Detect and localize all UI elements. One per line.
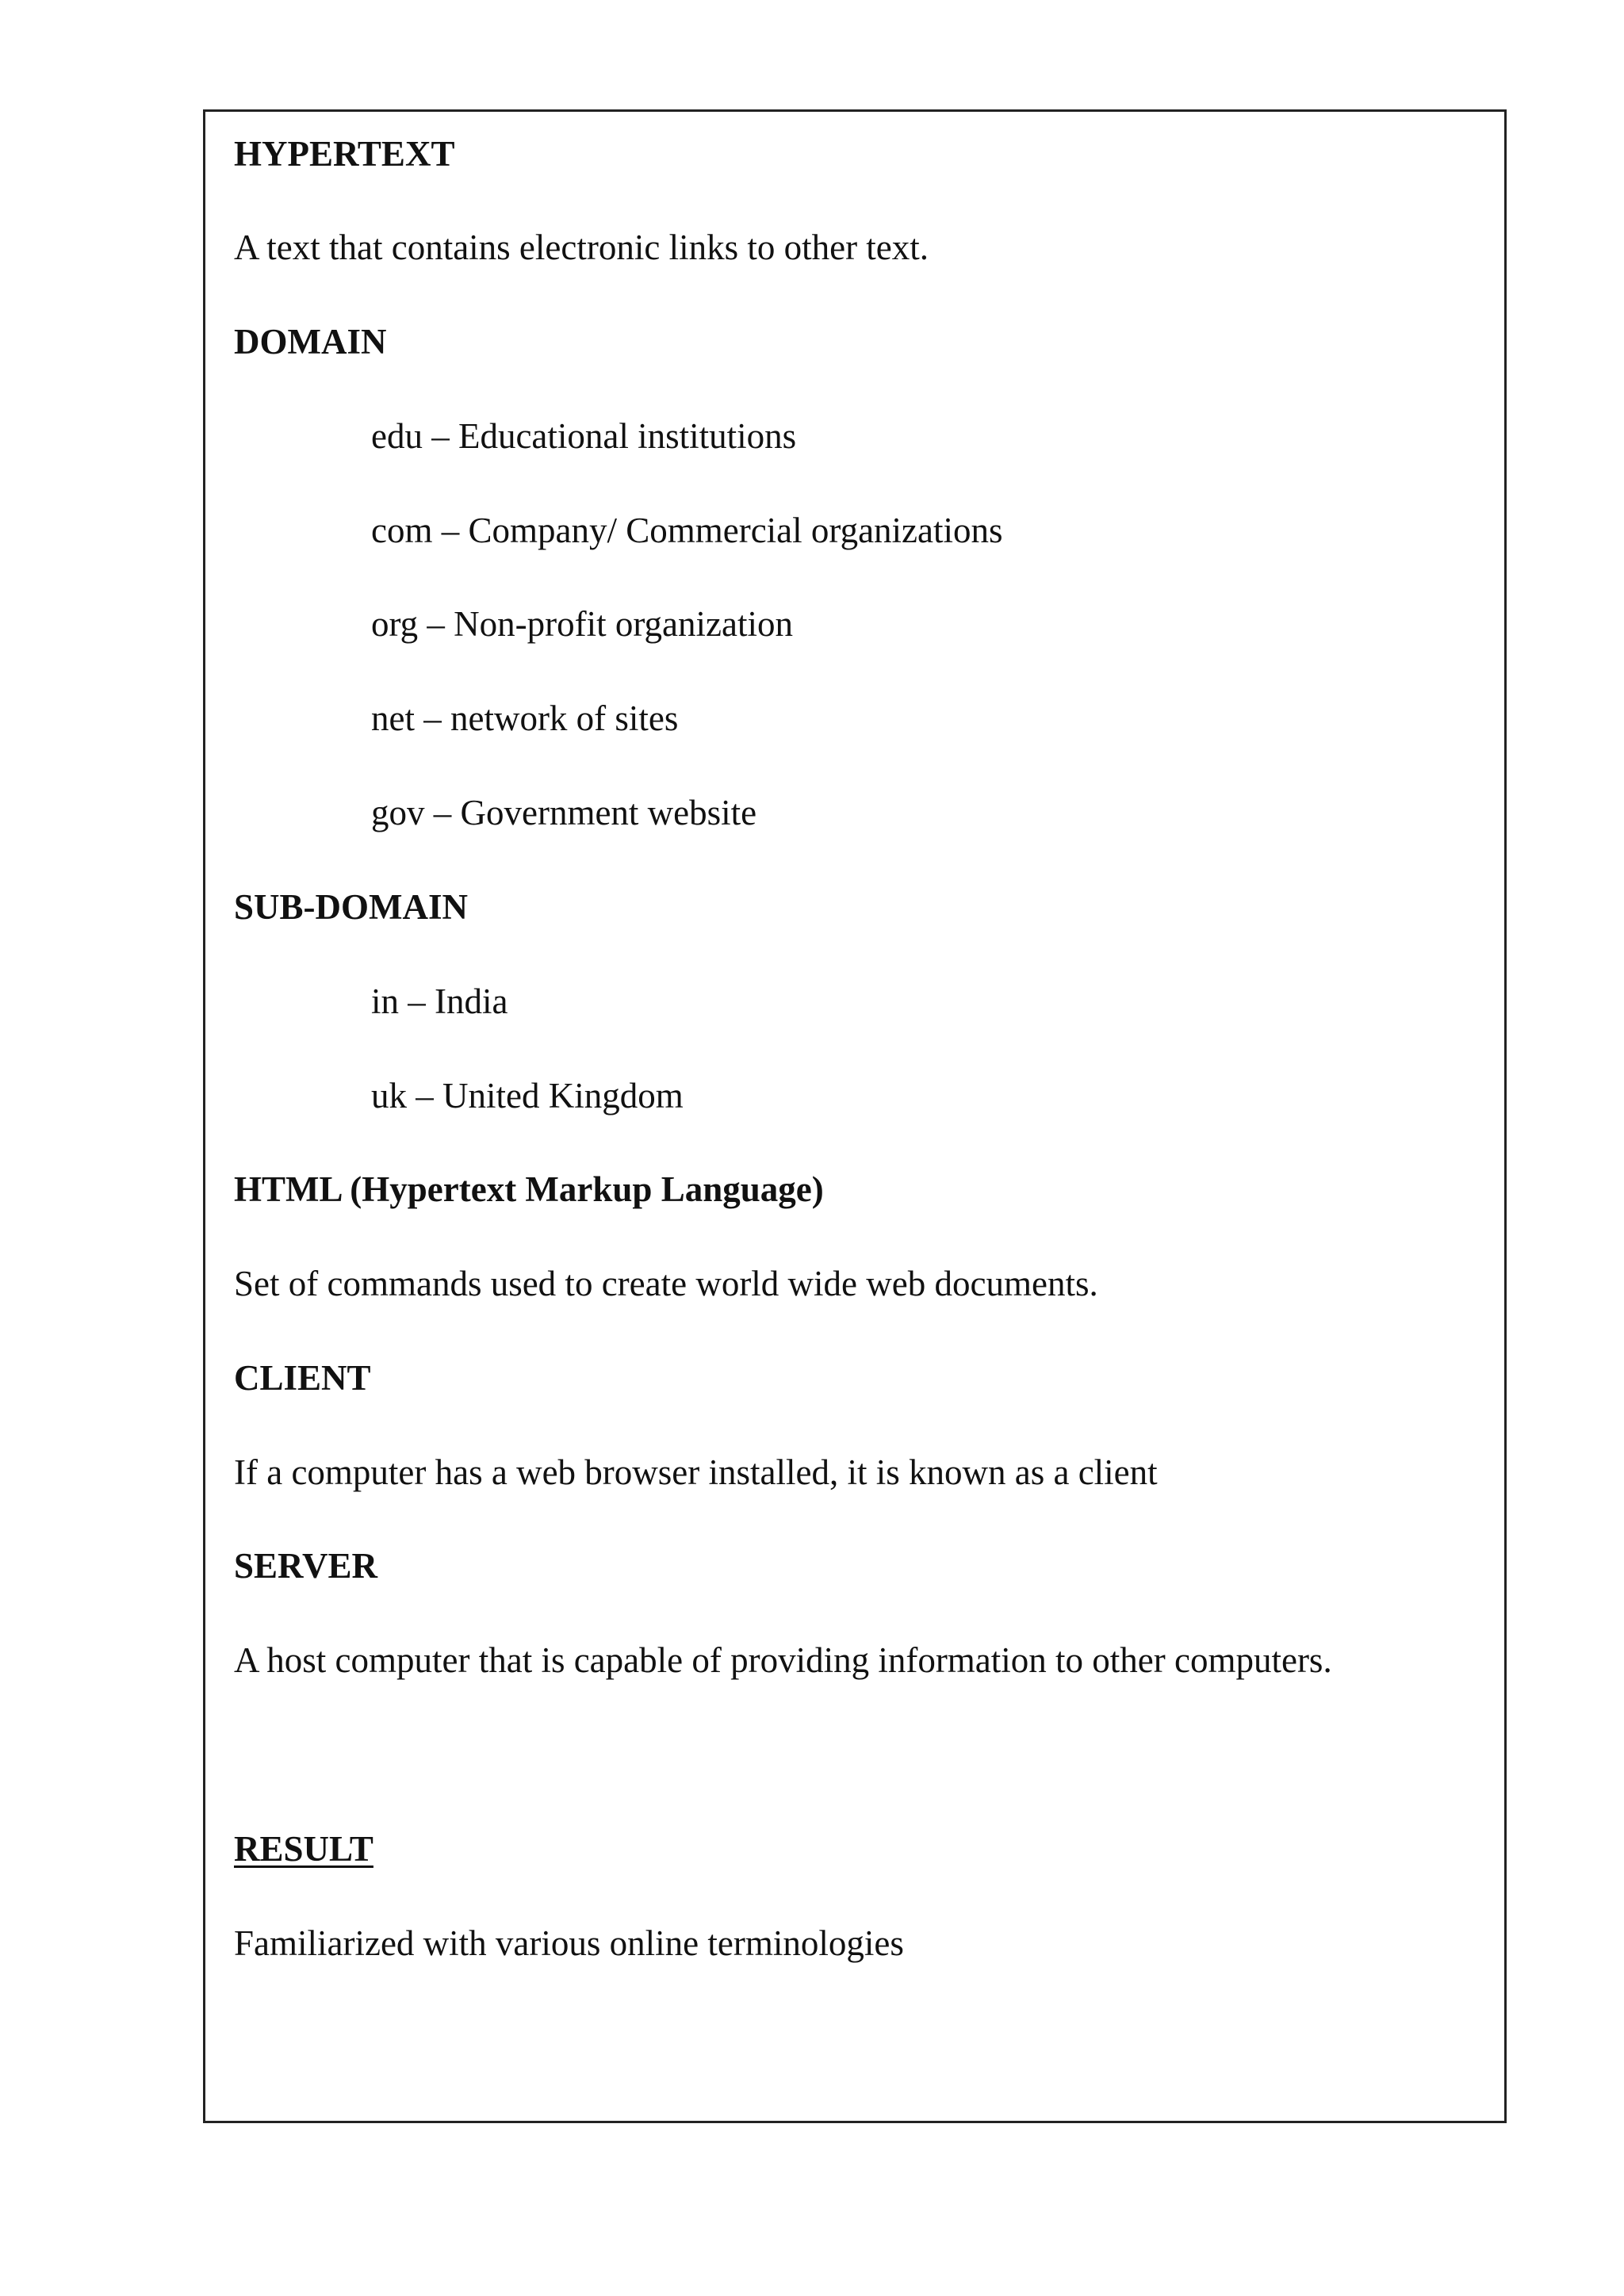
domain-heading: DOMAIN [234, 322, 387, 362]
hypertext-heading: HYPERTEXT [234, 134, 455, 174]
domain-item-com: com – Company/ Commercial organizations [371, 511, 1003, 550]
result-heading: RESULT [234, 1829, 373, 1869]
html-definition: Set of commands used to create world wide web documents. [234, 1264, 1098, 1303]
subdomain-heading: SUB-DOMAIN [234, 887, 469, 927]
server-heading: SERVER [234, 1546, 377, 1586]
page-border [203, 109, 1507, 2123]
client-heading: CLIENT [234, 1358, 371, 1398]
html-heading: HTML (Hypertext Markup Language) [234, 1169, 824, 1209]
domain-item-org: org – Non-profit organization [371, 604, 793, 644]
domain-item-net: net – network of sites [371, 698, 679, 738]
subdomain-item-uk: uk – United Kingdom [371, 1076, 684, 1115]
server-definition: A host computer that is capable of providing information to other computers. [234, 1640, 1332, 1680]
domain-item-gov: gov – Government website [371, 793, 757, 832]
domain-item-edu: edu – Educational institutions [371, 416, 797, 456]
hypertext-definition: A text that contains electronic links to other text. [234, 228, 929, 267]
client-definition: If a computer has a web browser installed, it is known as a client [234, 1452, 1158, 1492]
subdomain-item-in: in – India [371, 982, 508, 1021]
result-text: Familiarized with various online terminologies [234, 1923, 904, 1963]
